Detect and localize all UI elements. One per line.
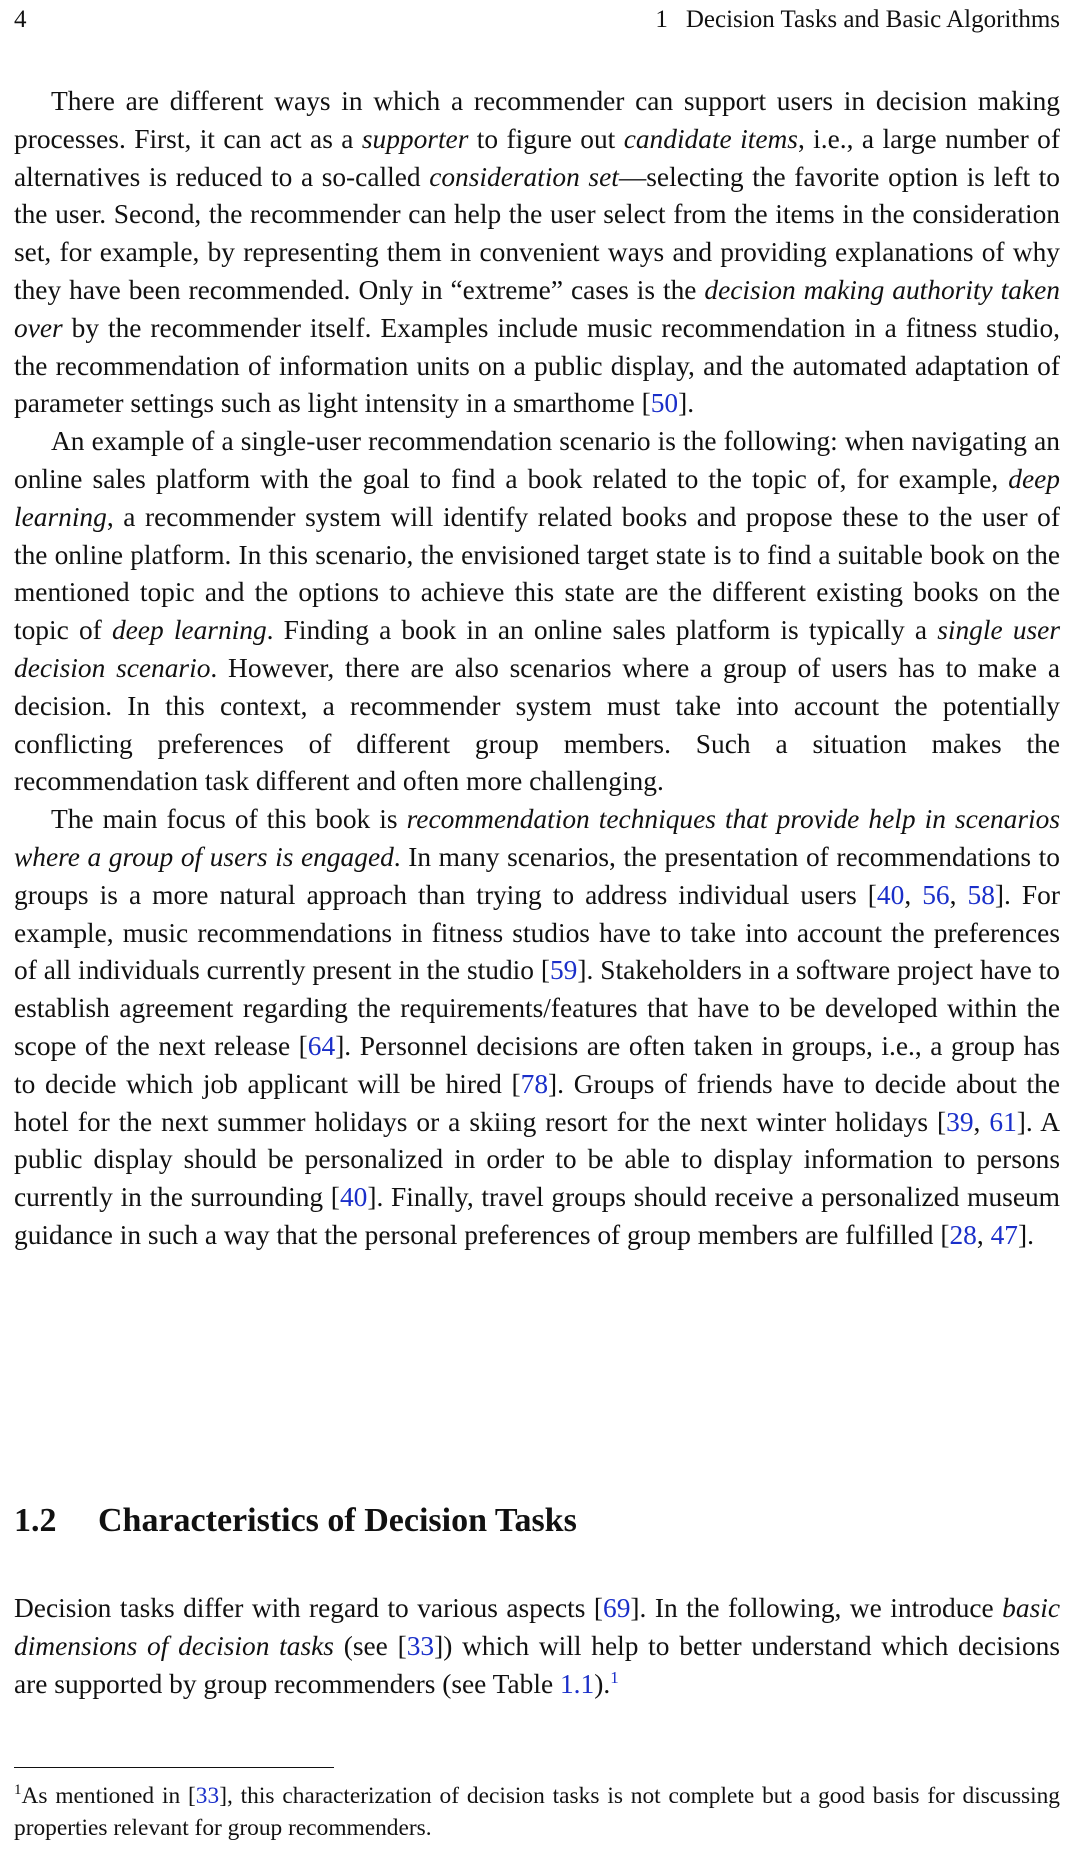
text-run: An example of a single-user recommendation scenario is the following: when navigating an online sales platform with the goal to find a book related to the topic of, for example, <box>14 426 1060 494</box>
text-run: . In many scenarios, the presentation of recommendations to groups is a more natural approach than trying to address individual users [ <box>14 841 1060 910</box>
text-run: ]. Finally, travel groups should receive a personalized museum guidance in such a way that the personal preferences of group members are fulfilled [ <box>14 1182 1060 1250</box>
citation-link[interactable]: 59 <box>549 955 578 986</box>
emphasis: deep learning <box>111 615 267 646</box>
text-run: ]) which will help to better understand which decisions are supported by group recommenders (see Table <box>14 1630 1060 1699</box>
emphasis: decision making authority taken over <box>14 274 1060 343</box>
citation-link[interactable]: 33 <box>406 1630 435 1661</box>
emphasis: single user decision scenario <box>14 615 1060 683</box>
text-run: ). <box>594 1668 611 1699</box>
section-body <box>14 1590 1060 1703</box>
citation-link[interactable]: 61 <box>989 1106 1017 1137</box>
text-run: ]. Stakeholders in a software project have to establish agreement regarding the requirements/features that have to be developed within the scope of the next release [ <box>14 955 1060 1061</box>
text-run: . However, there are also scenarios where a group of users has to make a decision. In this context, a recommender system must take into account the potentially conflicting preferences of different group members. Such a situation makes the recommendation task different and often more challenging. <box>14 652 1060 797</box>
text-run: ]. <box>1017 1219 1034 1250</box>
text-run: , <box>904 879 923 910</box>
emphasis: deep learning <box>14 463 1060 532</box>
body-text <box>14 83 1060 1255</box>
emphasis: recommendation techniques that provide help in scenarios where a group of users is engaged <box>14 804 1060 872</box>
citation-link[interactable]: 28 <box>949 1219 977 1250</box>
text-run: (see [ <box>333 1630 407 1661</box>
citation-link[interactable]: 69 <box>603 1593 631 1623</box>
citation-link[interactable]: 56 <box>922 879 950 910</box>
text-run: Decision tasks differ with regard to various aspects [ <box>14 1593 603 1623</box>
text-run: , i.e., a large number of alternatives is reduced to a so-called <box>14 123 1060 192</box>
emphasis: basic dimensions of decision tasks <box>14 1593 1060 1661</box>
citation-link[interactable]: 47 <box>990 1219 1018 1250</box>
text-run: ]. A public display should be personalized in order to be able to display information to persons currently in the surrounding [ <box>14 1106 1060 1213</box>
text-run: ]. Groups of friends have to decide about the hotel for the next summer holidays or a skiing resort for the next winter holidays [ <box>14 1068 1060 1137</box>
text-run: ]. In the following, we introduce <box>630 1593 1003 1623</box>
chapter-heading <box>655 2 1060 38</box>
citation-link[interactable]: 58 <box>967 879 995 910</box>
section-number: 1.2 <box>14 1502 57 1539</box>
text-run: to figure out <box>468 123 624 154</box>
emphasis: candidate items <box>623 123 798 154</box>
citation-link[interactable]: 78 <box>520 1068 549 1099</box>
text-run: . Finding a book in an online sales platform is typically a <box>266 615 938 646</box>
page-number: 4 <box>14 6 27 33</box>
citation-link[interactable]: 40 <box>876 879 905 910</box>
citation-link[interactable]: 39 <box>946 1106 974 1137</box>
citation-link[interactable]: 33 <box>195 1783 220 1809</box>
section-title: Characteristics of Decision Tasks <box>98 1502 577 1539</box>
emphasis: consideration set <box>429 161 619 192</box>
section-heading <box>14 1500 1060 1542</box>
footnote-marker[interactable]: 1 <box>610 1667 619 1687</box>
text-run: There are different ways in which a recommender can support users in decision making processes. First, it can act as a <box>14 86 1060 154</box>
text-run: As mentioned in [ <box>21 1783 196 1809</box>
text-run: by the recommender itself. Examples include music recommendation in a fitness studio, the recommendation of information units on a public display, and the automated adaptation of parameter settings such as light intensity in a smarthome [ <box>14 312 1060 419</box>
chapter-title: Decision Tasks and Basic Algorithms <box>685 6 1060 33</box>
citation-link[interactable]: 50 <box>650 388 679 419</box>
emphasis: supporter <box>361 123 469 154</box>
paragraph-decision-dimensions <box>14 1590 1060 1703</box>
table-reference-link[interactable]: 1.1 <box>559 1668 595 1699</box>
text-run: ]. <box>678 388 695 419</box>
citation-link[interactable]: 64 <box>307 1030 336 1061</box>
footnote <box>14 1780 1060 1844</box>
text-run: , <box>949 879 968 910</box>
paragraph-single-user-scenario <box>14 423 1060 801</box>
footnote-number: 1 <box>14 1782 22 1799</box>
text-run: —selecting the favorite option is left to the user. Second, the recommender can help the user select from the items in the consideration set, for example, by representing them in convenient ways and providing explanations of why they have been recommended. Only in “extreme” cases is the <box>14 161 1060 305</box>
text-run: ], this characterization of decision tasks is not complete but a good basis for discussing properties relevant for group recommenders. <box>14 1783 1060 1841</box>
paragraph-group-scenarios <box>14 801 1060 1255</box>
chapter-number: 1 <box>655 6 668 33</box>
citation-link[interactable]: 40 <box>339 1182 368 1213</box>
paragraph-decision-support <box>14 83 1060 423</box>
text-run: ]. For example, music recommendations in fitness studios have to take into account the preferences of all individuals currently present in the studio [ <box>14 879 1060 986</box>
text-run: , a recommender system will identify related books and propose these to the user of the online platform. In this scenario, the envisioned target state is to find a suitable book on the mentioned topic and the options to achieve this state are the different existing books on the topic of <box>14 501 1060 646</box>
text-run: ]. Personnel decisions are often taken in groups, i.e., a group has to decide which job applicant will be hired [ <box>14 1030 1060 1099</box>
running-head <box>14 2 1060 38</box>
text-run: , <box>973 1106 990 1137</box>
text-run: The main focus of this book is <box>51 804 407 835</box>
text-run: , <box>976 1219 991 1250</box>
footnote-divider <box>14 1767 334 1768</box>
